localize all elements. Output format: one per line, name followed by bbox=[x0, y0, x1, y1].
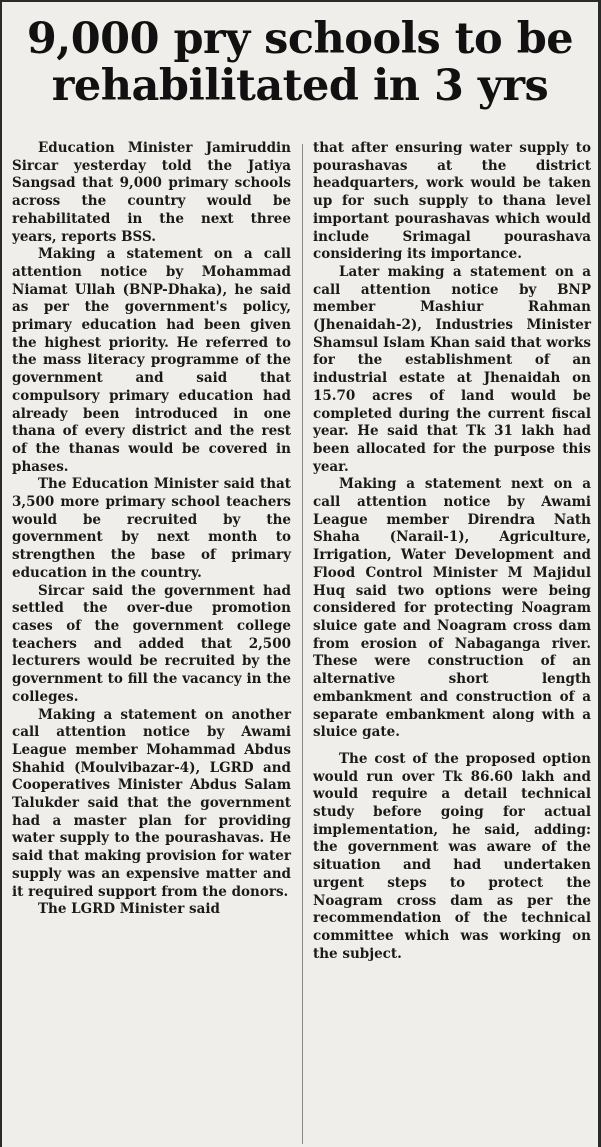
paragraph-lgrd-minister-continued: The LGRD Minister said bbox=[38, 901, 220, 918]
paragraph-primary-education-priority: Making a statement on a call attention notice by Mohammad Niamat Ullah (BNP-Dhaka), he said as per the government's policy, primary education had been given the highest priority. He referred to the mass literacy programme of the government and said that compulsory primary education had already been introduced in one thana of every district and the rest of the thanas would be covered in phases. bbox=[12, 246, 291, 475]
column-divider bbox=[302, 144, 303, 1144]
paragraph-proposed-option-cost: The cost of the proposed option would run over Tk 86.60 lakh and would require a detail technical study before going for actual implementation, he said, adding: the government was aware of the situation and had undertaken urgent steps to protect the Noagram cross dam as per the recommendation of the technical committee which was working on the subject. bbox=[313, 750, 591, 962]
headline: 9,000 pry schools to be rehabilitated in 3 yrs bbox=[26, 14, 574, 111]
right-column bbox=[313, 140, 591, 963]
article-body bbox=[12, 140, 590, 1147]
paragraph-water-supply-master-plan: Making a statement on another call attention notice by Awami League member Mohammad Abdus Shahid (Moulvibazar-4), LGRD and Cooperatives Minister Abdus Salam Talukder said that the government had a master plan for providing water supply to the pourashavas. He said that making provision for water supply was an expensive matter and it required support from the donors. bbox=[12, 706, 291, 900]
left-column bbox=[12, 140, 291, 919]
paragraph-industrial-estate: Later making a statement on a call attention notice by BNP member Mashiur Rahman (Jhenaidah-2), Industries Minister Shamsul Islam Khan said that works for the establishment of an industrial estate at Jhenaidah on 15.70 acres of land would be completed during the current fiscal year. He said that Tk 31 lakh had been allocated for the purpose this year. bbox=[313, 263, 591, 475]
paragraph-college-lecturers: Sircar said the government had settled the over-due promotion cases of the government college teachers and added that 2,500 lecturers would be recruited by the government to fill the vacancy in the colleges. bbox=[12, 582, 291, 705]
paragraph-teacher-recruitment: The Education Minister said that 3,500 more primary school teachers would be recruited by the government by next month to strengthen the base of primary education in the country. bbox=[12, 476, 291, 581]
paragraph-intro: Education Minister Jamiruddin Sircar yesterday told the Jatiya Sangsad that 9,000 primary schools across the country would be rehabilitated in the next three years, reports BSS. bbox=[12, 140, 291, 245]
paragraph-pourashava-supply: that after ensuring water supply to pourashavas at the district headquarters, work would be taken up for such supply to thana level important pourashavas which would include Srimagal pourashava considering its importance. bbox=[313, 140, 591, 263]
paragraph-noagram-options: Making a statement next on a call attention notice by Awami League member Direndra Nath Shaha (Narail-1), Agriculture, Irrigation, Water Development and Flood Control Minister M Majidul Huq said two options were being considered for protecting Noagram sluice gate and Noagram cross dam from erosion of Nabaganga river. These were construction of an alternative short length embankment and construction of a separate embankment along with a sluice gate. bbox=[313, 476, 591, 741]
